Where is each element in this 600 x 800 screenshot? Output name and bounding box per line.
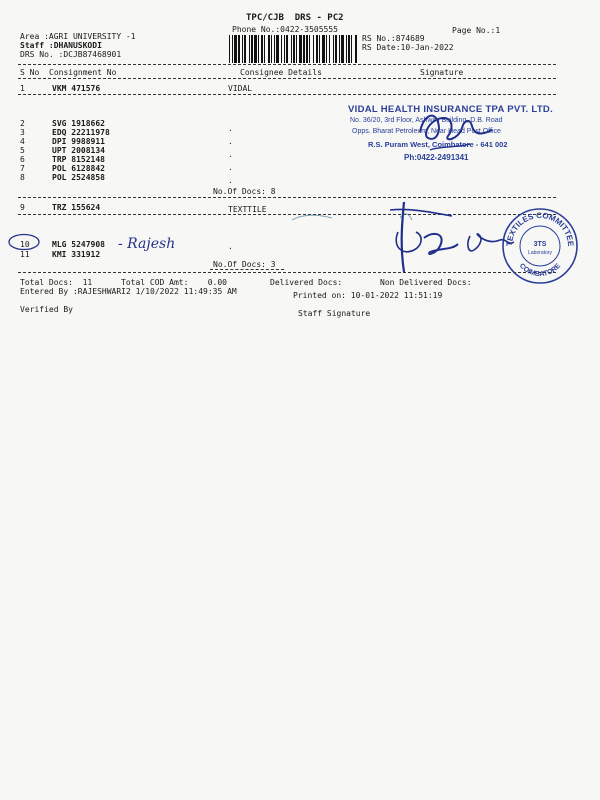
- delivered-docs: Delivered Docs:: [270, 278, 343, 287]
- seal-bottom-text: COIMBATORE: [517, 262, 563, 279]
- barcode-bar: [341, 35, 344, 63]
- col-consignment: Consignment No: [49, 68, 117, 77]
- barcode-bar: [322, 35, 325, 63]
- consignee-placeholder: .: [228, 150, 233, 159]
- barcode-bar: [249, 35, 250, 63]
- barcode-bar: [306, 35, 308, 63]
- stamp-address-line: Opps. Bharat Petroleum, Near Head Post Office: [352, 128, 501, 135]
- rs-number: RS No.:874689: [362, 34, 425, 43]
- barcode-bar: [303, 35, 305, 63]
- col-consignee: Consignee Details: [240, 68, 322, 77]
- row-sno: 9: [20, 203, 25, 212]
- row-rule: [18, 214, 556, 215]
- drs-number: DRS No. :DCJB87468901: [20, 50, 122, 59]
- barcode-bar: [299, 35, 302, 63]
- barcode-bar: [264, 35, 265, 63]
- barcode: [229, 35, 357, 63]
- row-consignment: VKM 471576: [52, 84, 101, 93]
- seal-center-text: 3TS: [533, 241, 547, 248]
- barcode-bar: [329, 35, 330, 63]
- textile-signature-stroke: [390, 209, 452, 216]
- col-sno: S No: [20, 68, 40, 77]
- svg-text:COIMBATORE: [518, 262, 563, 278]
- docs-count: No.Of Docs: 8: [213, 187, 276, 196]
- barcode-bar: [234, 35, 237, 63]
- barcode-bar: [254, 35, 257, 63]
- header-rule-top: [18, 64, 556, 65]
- barcode-bar: [244, 35, 246, 63]
- textile-signature-loop: [396, 232, 421, 252]
- barcode-bar: [274, 35, 275, 63]
- barcode-bar: [348, 35, 350, 63]
- total-cod-amount: Total COD Amt: 0.00: [121, 278, 227, 287]
- barcode-bar: [316, 35, 318, 63]
- row-sno: 2: [20, 119, 25, 128]
- row-consignment: POL 2524858: [52, 173, 105, 182]
- row-consignment: UPT 2008134: [52, 146, 105, 155]
- seal-top-text: TEXTILES COMMITTEE: [504, 210, 576, 247]
- row-sno: 3: [20, 128, 25, 137]
- stamp-address-line: R.S. Puram West, Coimbatore - 641 002: [368, 140, 508, 149]
- row-sno: 1: [20, 84, 25, 93]
- consignee-placeholder: .: [228, 176, 233, 185]
- row-rule: [18, 272, 556, 273]
- barcode-bar: [242, 35, 243, 63]
- barcode-bar: [293, 35, 295, 63]
- handwritten-name: - Rajesh: [118, 236, 176, 252]
- row-consignment: EDQ 22211978: [52, 128, 110, 137]
- barcode-bar: [335, 35, 337, 63]
- row-sno: 4: [20, 137, 25, 146]
- staff-signature-label: Staff Signature: [298, 309, 371, 318]
- row-sno: 11: [20, 250, 30, 259]
- col-signature: Signature: [420, 68, 464, 77]
- barcode-bar: [291, 35, 292, 63]
- barcode-bar: [271, 35, 272, 63]
- report-title: TPC/CJB DRS - PC2: [246, 13, 344, 23]
- barcode-bar: [313, 35, 314, 63]
- textile-signature-two: [424, 234, 458, 254]
- row-consignment: KMI 331912: [52, 250, 101, 259]
- barcode-bar: [296, 35, 297, 63]
- barcode-bar: [351, 35, 352, 63]
- phone-number: Phone No.:0422-3505555: [232, 25, 338, 34]
- area-label: Area :AGRI UNIVERSITY -1: [20, 32, 136, 41]
- row-consignment: MLG 5247908: [52, 240, 105, 249]
- barcode-bar: [346, 35, 347, 63]
- consignee-placeholder: .: [228, 137, 233, 146]
- barcode-bar: [339, 35, 340, 63]
- textile-signature: [402, 202, 404, 272]
- docs-count: No.Of Docs: 3: [213, 260, 276, 269]
- barcode-bar: [238, 35, 240, 63]
- stamp-company-name: VIDAL HEALTH INSURANCE TPA PVT. LTD.: [348, 104, 554, 115]
- consignee-name: TEXTTILE: [228, 205, 267, 214]
- barcode-bar: [258, 35, 259, 63]
- barcode-bar: [268, 35, 270, 63]
- staff-label: Staff :DHANUSKODI: [20, 41, 102, 50]
- seal-sub-text: Laboratory: [528, 250, 552, 256]
- page-number: Page No.:1: [452, 26, 501, 35]
- row-consignment: DPI 9988911: [52, 137, 105, 146]
- row-sno: 6: [20, 155, 25, 164]
- barcode-bar: [261, 35, 263, 63]
- barcode-bar: [284, 35, 285, 63]
- row-sno: 7: [20, 164, 25, 173]
- consignee-placeholder: .: [228, 242, 233, 251]
- printed-on: Printed on: 10-01-2022 11:51:19: [293, 291, 443, 300]
- stamp-address-line: No. 36/20, 3rd Floor, Ashwini Building, D.B. Road: [350, 117, 503, 124]
- row-consignment: TRP 8152148: [52, 155, 105, 164]
- total-docs: Total Docs: 11: [20, 278, 93, 287]
- row-consignment: POL 6128842: [52, 164, 105, 173]
- row-sno: 5: [20, 146, 25, 155]
- barcode-bar: [286, 35, 288, 63]
- barcode-bar: [355, 35, 357, 63]
- barcode-bar: [333, 35, 334, 63]
- consignee-placeholder: .: [228, 163, 233, 172]
- entered-by: Entered By :RAJESHWARI2 1/10/2022 11:49:35 AM: [20, 287, 237, 296]
- verified-by: Verified By: [20, 305, 73, 314]
- barcode-bar: [232, 35, 233, 63]
- row-consignment: TRZ 155624: [52, 203, 101, 212]
- docs-count-rule: [210, 269, 284, 270]
- row-rule: [18, 94, 556, 95]
- barcode-bar: [309, 35, 310, 63]
- stamp-phone: Ph:0422-2491341: [404, 153, 469, 162]
- barcode-bar: [281, 35, 282, 63]
- non-delivered-docs: Non Delivered Docs:: [380, 278, 472, 287]
- row-rule: [18, 197, 556, 198]
- row-sno: 10: [20, 240, 30, 249]
- barcode-bar: [229, 35, 230, 63]
- barcode-bar: [251, 35, 253, 63]
- row-sno: 8: [20, 173, 25, 182]
- consignee-name: VIDAL: [228, 84, 253, 93]
- barcode-bar: [319, 35, 320, 63]
- row-consignment: SVG 1918662: [52, 119, 105, 128]
- rs-date: RS Date:10-Jan-2022: [362, 43, 454, 52]
- textiles-committee-seal: [500, 206, 580, 286]
- barcode-bar: [276, 35, 279, 63]
- header-rule-bottom: [18, 78, 556, 79]
- barcode-bar: [326, 35, 327, 63]
- consignee-placeholder: .: [228, 124, 233, 133]
